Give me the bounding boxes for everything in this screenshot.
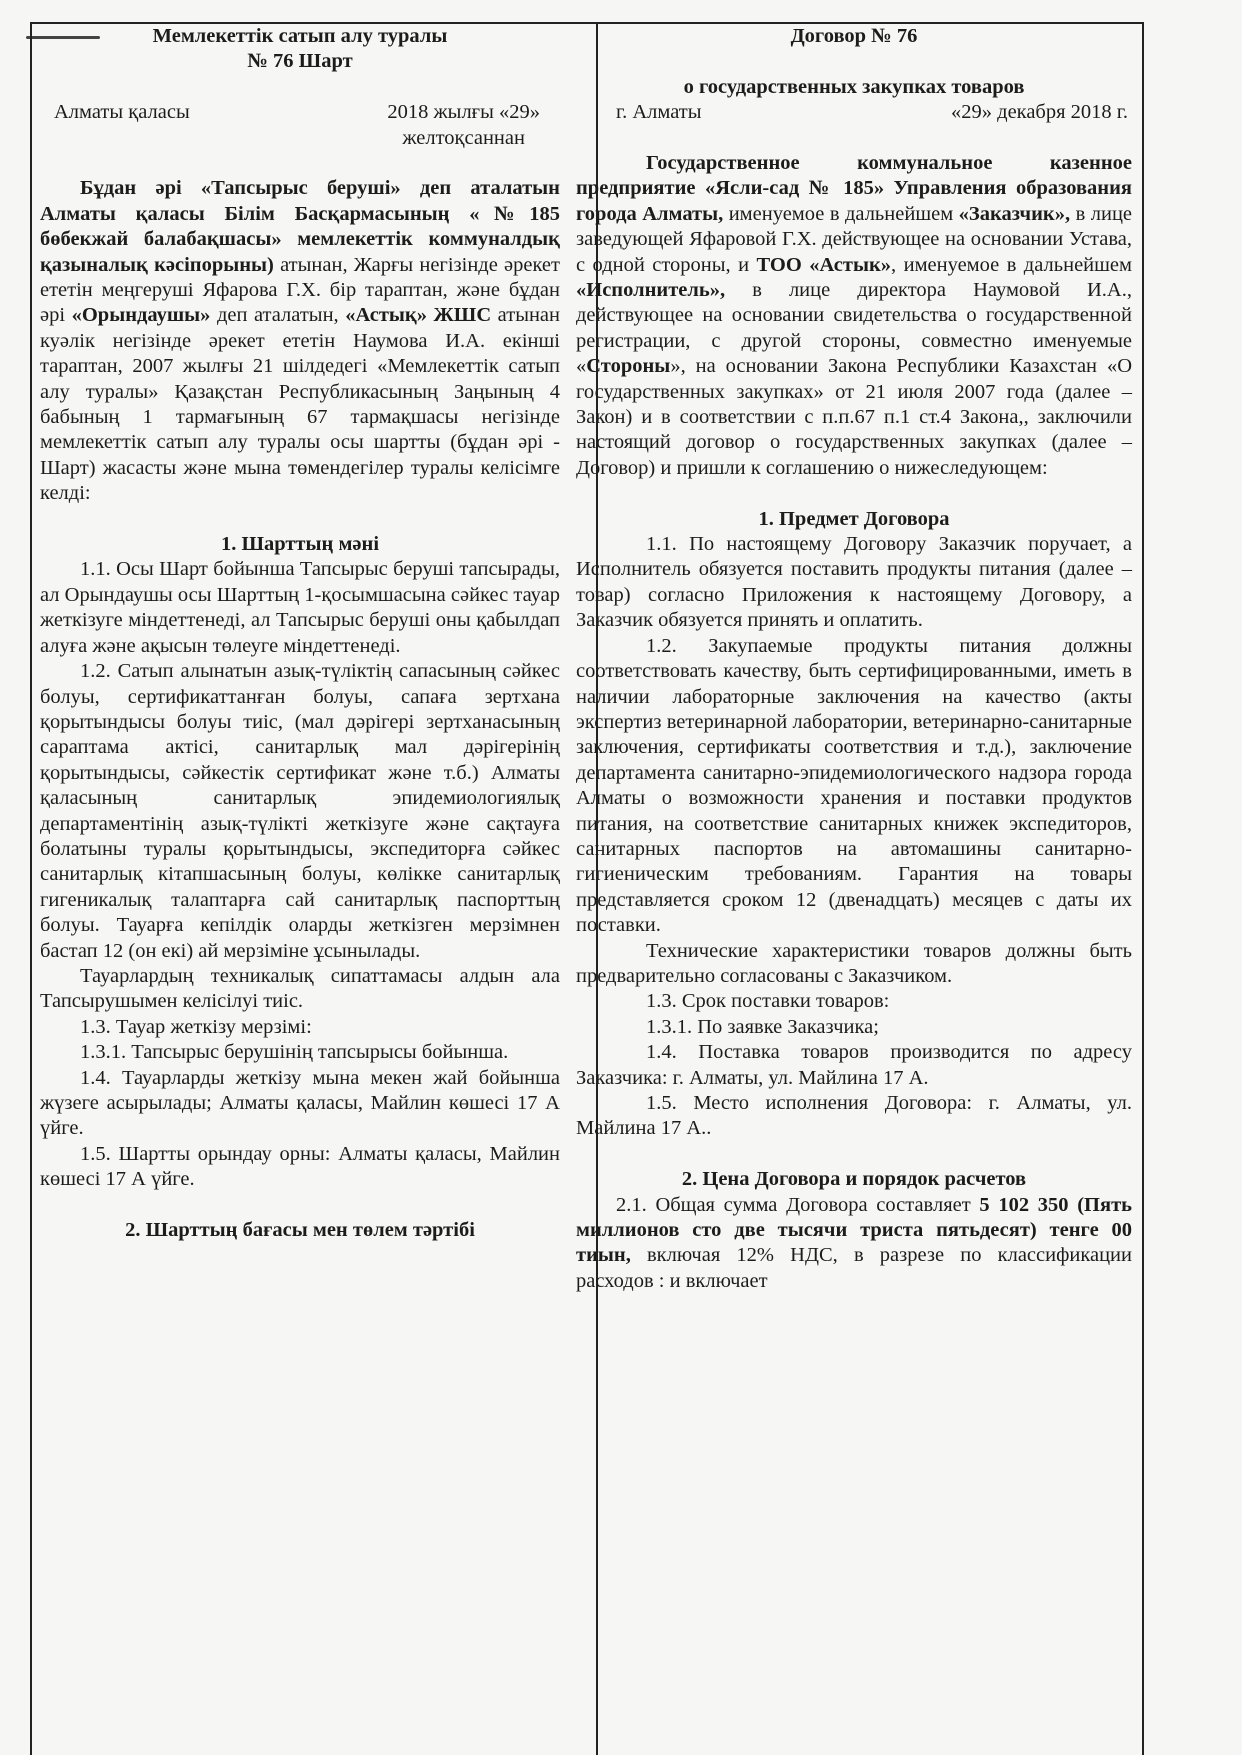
ru-section1-title: 1. Предмет Договора — [758, 507, 950, 530]
ru-date: «29» декабря 2018 г. — [951, 101, 1128, 124]
kz-clause-1-4: 1.4. Тауарларды жеткізу мына мекен жай бойынша жүзеге асырылады; Алматы қаласы, Майлин көшесі 17 А үйге. — [40, 1066, 560, 1140]
kz-clause-1-1: 1.1. Осы Шарт бойынша Тапсырыс беруші тапсырады, ал Орындаушы осы Шарттың 1-қосымшасына сәйкес тауар жеткізуге міндеттенеді, ал Тапсырыс беруші оны қабылдап алуға және ақысын төлеуге міндеттенеді. — [40, 558, 560, 657]
bilingual-table — [30, 22, 1144, 1755]
ru-place-date — [576, 100, 1132, 125]
kz-clause-1-3-1: 1.3.1. Тапсырыс берушінің тапсырысы бойынша. — [80, 1041, 509, 1064]
ru-clause-2-1-segment: 2.1. Общая сумма Договора составляет — [616, 1193, 980, 1216]
russian-column — [576, 24, 1132, 1294]
kz-clause-1-3: 1.3. Тауар жеткізу мерзімі: — [80, 1015, 312, 1038]
ru-clause-1-3-1: 1.3.1. По заявке Заказчика; — [646, 1015, 879, 1038]
ru-title-line2: о государственных закупках товаров — [683, 75, 1025, 98]
ru-intro-segment: «Исполнитель», — [576, 279, 726, 302]
ru-title-line1: Договор № 76 — [790, 25, 918, 47]
kz-intro-segment: «Орындаушы» — [71, 304, 211, 327]
kz-intro-segment: «Астық» ЖШС — [345, 304, 492, 327]
kz-section2-title: 2. Шарттың бағасы мен төлем тәртібі — [125, 1219, 475, 1242]
ru-clause-1-1: 1.1. По настоящему Договору Заказчик поручает, а Исполнитель обязуется поставить продукты питания (далее – товар) согласно Приложения к настоящему Договору, а Заказчик обязуется принять и оплатить. — [576, 533, 1132, 632]
ru-clause-1-3: 1.3. Срок поставки товаров: — [646, 990, 890, 1013]
ru-intro-segment: , именуемое в дальнейшем — [891, 253, 1132, 276]
kz-place-date — [40, 100, 560, 151]
ru-intro-segment: в лице директора Наумовой И.А., действующее на основании свидетельства о государственной регистрации, с другой стороны, совместно именуемые « — [576, 279, 1132, 378]
kz-intro-segment: Бұдан әрі «Тапсырыс беруші» деп аталатын Алматы қаласы Білім Басқармасының «№185 бөбекжай балабақшасы» мемлекеттік коммуналдық қазыналық кәсіпорыны) — [40, 177, 560, 276]
kz-intro-paragraph — [40, 176, 560, 506]
ru-clause-2-1 — [576, 1193, 1132, 1295]
ru-intro-segment: Стороны — [586, 355, 671, 378]
kz-section1-title: 1. Шарттың мәні — [220, 533, 380, 556]
ru-intro-segment: ТОО «Астык» — [756, 253, 892, 276]
ru-clause-1-4: 1.4. Поставка товаров производится по адресу Заказчика: г. Алматы, ул. Майлина 17 А. — [576, 1041, 1132, 1089]
kz-title-line2: № 76 Шарт — [247, 50, 353, 73]
kz-date — [387, 100, 540, 151]
kz-city: Алматы қаласы — [54, 101, 190, 124]
ru-clause-1-5: 1.5. Место исполнения Договора: г. Алматы, ул. Майлина 17 А.. — [576, 1092, 1132, 1140]
kz-date-line1: 2018 жылғы «29» — [387, 101, 540, 124]
kz-clause-1-2-tech: Тауарлардың техникалық сипаттамасы алдын ала Тапсырушымен келісілуі тиіс. — [40, 964, 560, 1013]
ru-clause-2-1-segment: включая 12% НДС, в разрезе по классификации расходов : и включает — [576, 1244, 1132, 1292]
kz-title-line1: Мемлекеттік сатып алу туралы — [152, 25, 448, 47]
kz-clause-1-2: 1.2. Сатып алынатын азық-түліктің сапасының сәйкес болуы, сертификаттанған болуы, сапаға зертхана қорытындысы болуы тиіс, (мал дәрігері зертханасының сараптама актісі, санитарлық мал дәрігерінің қорытындысы, сәйкестік сертификат және т.б.) Алматы қаласының санитарлық эпидемиологиялық департаментінің азық-түлікті жеткізуге және сақтауға болатыны туралы қорытындысы, экспедиторға сәйкес санитарлық кітапшасының болуы, көлікке санитарлық гигеникалық талаптарға сай санитарлық паспорттың болуы. Тауарға кепілдік оларды жеткізген мерзімнен бастап 12 (он екі) ай мерзіміне ұсынылады. — [40, 660, 560, 962]
ru-section2-title: 2. Цена Договора и порядок расчетов — [681, 1168, 1027, 1191]
kz-date-line2: желтоқсаннан — [402, 126, 525, 149]
kz-clause-1-5: 1.5. Шартты орындау орны: Алматы қаласы, Майлин көшесі 17 А үйге. — [40, 1142, 560, 1191]
ru-intro-segment: именуемое в дальнейшем — [723, 202, 959, 225]
kz-intro-segment: атынан куәлік негізінде әрекет ететін Наумова И.А. екінші тараптан, 2007 жылғы 21 шілдедегі «Мемлекеттік сатып алу туралы» Қазақстан Республикасының Заңының 4 бабының 1 тармағының 67 тармақшасы негізінде мемлекеттік сатып алу туралы осы шартты (бұдан әрі - Шарт) жасасты және мына төмендегілер туралы келісімге келді: — [40, 304, 561, 505]
kz-intro-segment: деп аталатын, — [210, 304, 346, 327]
ru-intro-segment: », на основании Закона Республики Казахстан «О государственных закупках» от 21 июля 2007 года (далее – Закон) и в соответствии с п.п.67 п.1 ст.4 Закона,, заключили настоящий договор о государственных закупках (далее – Договор) и пришли к соглашению о нижеследующем: — [576, 355, 1132, 479]
ru-intro-segment: в лице заведующей Яфаровой Г.Х. действующее на основании Устава, с одной стороны, и — [576, 202, 1133, 276]
ru-intro-segment: Государственное коммунальное казенное предприятие «Ясли-сад № 185» Управления образования города Алматы, — [576, 152, 1132, 225]
ru-intro-paragraph — [576, 151, 1132, 481]
ru-clause-1-2-tech: Технические характеристики товаров должны быть предварительно согласованы с Заказчиком. — [576, 939, 1132, 987]
ru-city: г. Алматы — [616, 101, 702, 124]
kazakh-column — [40, 24, 560, 1243]
kz-intro-segment: атынан, Жарғы негізінде әрекет ететін меңгеруші Яфарова Г.Х. бір тараптан, және бұдан әрі — [40, 253, 560, 327]
ru-intro-segment: «Заказчик», — [958, 202, 1071, 225]
ru-clause-1-2: 1.2. Закупаемые продукты питания должны соответствовать качеству, быть сертифицированными, иметь в наличии лабораторные заключения на качество (акты экспертиз ветеринарной лаборатории, ветеринарно-санитарные заключения, сертификаты соответствия и т.д.), заключение департамента санитарно-эпидемиологического надзора города Алматы о возможности хранения и поставки продуктов питания, на соответствие санитарных книжек экспедиторов, санитарных паспортов на автомашины санитарно-гигиеническим требованиям. Гарантия на товары представляется сроком 12 (двенадцать) месяцев с даты их поставки. — [576, 634, 1132, 937]
ru-clause-2-1-segment: 5 102 350 (Пять миллионов сто две тысячи триста пятьдесят) тенге 00 тиын, — [576, 1193, 1132, 1267]
